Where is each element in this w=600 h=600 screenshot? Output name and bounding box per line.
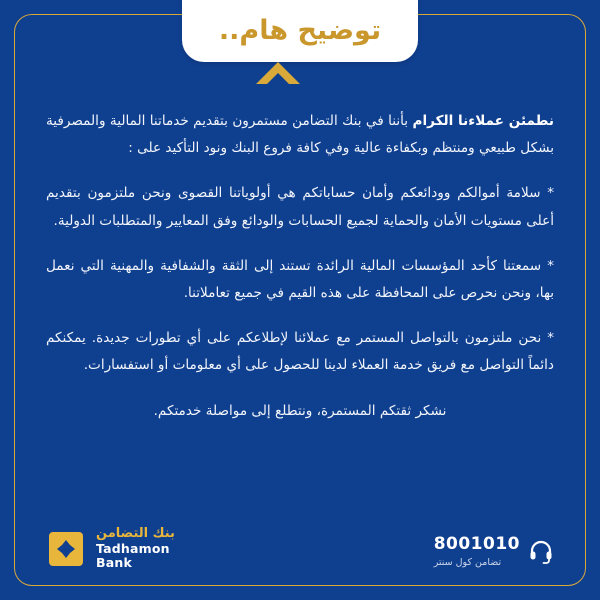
logo-text (96, 527, 175, 570)
lead-rest: بأننا في بنك التضامن مستمرون بتقديم خدماتنا المالية والمصرفية بشكل طبيعي ومنتظم وبكفاءة عالية وفي كافة فروع البنك ونود التأكيد على : (46, 113, 554, 157)
page-title: توضيح هام.. (218, 14, 382, 46)
footer (0, 510, 600, 574)
paragraph-1: * سلامة أموالكم وودائعكم وأمان حساباتكم هي أولوياتنا القصوى ونحن ملتزمون بتقديم أعلى مستويات الأمان والحماية لجميع الحسابات والودائع وفق المعايير والمتطلبات الدولية. (46, 185, 554, 229)
paragraph-3: * نحن ملتزمون بالتواصل المستمر مع عملائنا لإطلاعكم على أي تطورات جديدة. يمكنكم دائماً التواصل مع فريق خدمة العملاء لدينا للحصول على أي معلومات أو استفسارات. (46, 330, 554, 374)
contact-block (434, 534, 554, 568)
tadhamon-star-logo-icon (46, 529, 86, 569)
lead-strong: نطمئن عملاءنا الكرام (412, 113, 554, 129)
contact-phone-number[interactable]: 8001010 (433, 534, 520, 555)
headset-icon (528, 538, 554, 564)
paragraph-lead (46, 108, 554, 162)
body-content (46, 108, 554, 443)
logo-english-name-line2: Bank (96, 555, 132, 570)
header-badge (182, 0, 418, 62)
paragraph-2: * سمعتنا كأحد المؤسسات المالية الرائدة تستند إلى الثقة والشفافية والمهنية التي نعمل بها، ونحن نحرص على المحافظة على هذه القيم في جميع تعاملاتنا. (46, 257, 554, 301)
logo-arabic-name: بنك التضامن (96, 526, 175, 542)
bank-logo (46, 527, 175, 570)
contact-center-label: تضامن كول سنتر (433, 556, 502, 568)
closing-line: نشكر ثقتكم المستمرة، ونتطلع إلى مواصلة خدمتكم. (153, 402, 447, 419)
logo-english-name-line1: Tadhamon (96, 541, 170, 556)
contact-texts (434, 534, 520, 568)
